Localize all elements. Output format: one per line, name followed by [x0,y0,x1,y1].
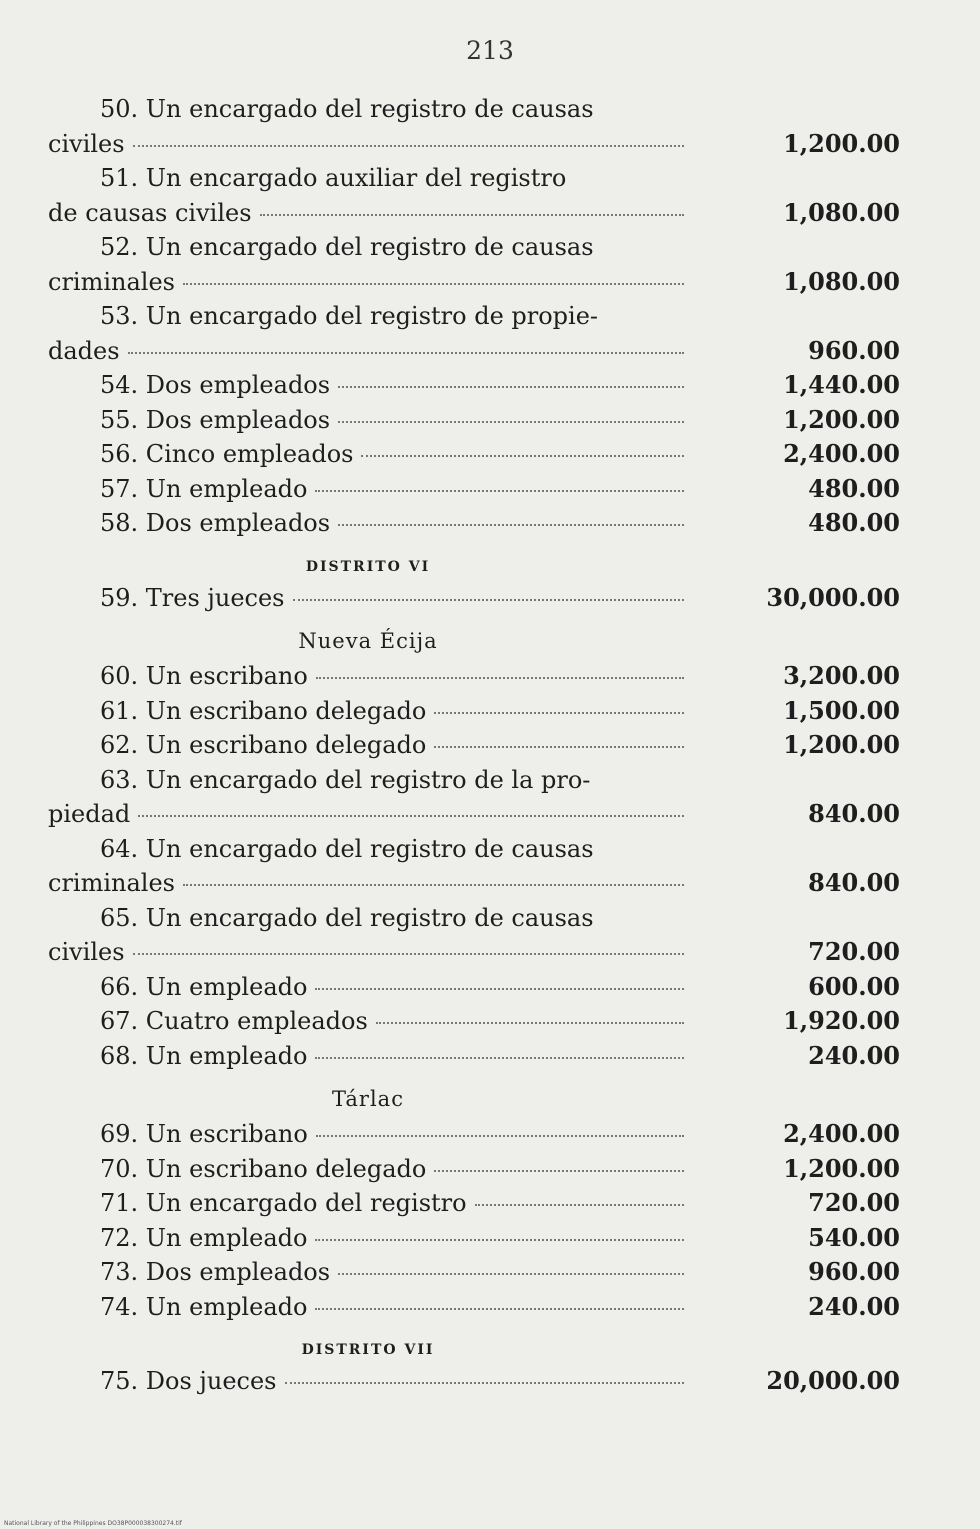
dot-leader [316,677,684,679]
salary-entry [48,472,900,507]
dot-leader [315,988,684,990]
entry-amount-line [48,506,900,541]
entry-amount: 240.00 [808,1291,900,1321]
entry-amount: 2,400.00 [783,1119,900,1148]
dot-leader [133,145,684,147]
dot-leader [338,1273,684,1275]
entry-amount: 240.00 [808,1040,900,1070]
salary-entry [48,581,900,616]
salary-entry [48,1255,900,1290]
salary-entry [48,763,900,832]
entry-amount-line [48,368,900,403]
entry-description: civiles [48,129,125,158]
dot-leader [260,214,684,216]
dot-leader [475,1204,684,1206]
entry-description: 69. Un escribano [100,1120,308,1148]
dot-leader [315,490,684,492]
entry-amount-line [48,866,900,901]
entry-first-line: 64. Un encargado del registro de causas [100,834,594,863]
salary-entry [48,1152,900,1187]
archive-credit: National Library of the Philippines DO38P000038300274.tif [4,1520,182,1527]
salary-entry [48,1039,900,1074]
entry-amount-line [48,437,900,472]
dot-leader [338,421,684,423]
entry-amount: 1,080.00 [783,266,900,296]
entry-amount-line [48,127,900,162]
entry-amount: 480.00 [808,473,900,503]
entry-amount-line [48,1117,900,1152]
entry-description: 75. Dos jueces [100,1367,277,1395]
entry-first-line: 50. Un encargado del registro de causas [100,95,594,123]
entry-amount-line [48,1004,900,1039]
entry-amount-line [48,728,900,763]
entry-amount: 720.00 [808,1188,900,1217]
entry-description: 57. Un empleado [100,474,308,503]
dot-leader [376,1022,684,1024]
entry-description: 54. Dos empleados [100,371,331,399]
entry-amount: 1,200.00 [783,1153,900,1183]
entry-amount-line [48,694,900,729]
entry-amount: 1,200.00 [783,128,900,158]
dot-leader [293,599,685,601]
entry-amount: 1,500.00 [783,695,900,725]
entry-description: 73. Dos empleados [100,1258,331,1286]
entry-description: 70. Un escribano delegado [100,1154,427,1183]
entry-description: 68. Un empleado [100,1041,308,1070]
entry-description: de causas civiles [48,198,252,227]
salary-entry [48,161,900,230]
entry-description: 67. Cuatro empleados [100,1007,368,1035]
province-heading: Tárlac [332,1087,404,1111]
entry-amount-line [48,265,900,300]
entry-first-line: 53. Un encargado del registro de propie- [100,302,599,330]
dot-leader [315,1057,684,1059]
entry-description: piedad [48,800,131,828]
salary-entry [48,901,900,970]
dot-leader [315,1308,684,1310]
entry-description: 56. Cinco empleados [100,440,354,468]
salary-entry [48,230,900,299]
salary-entry [48,970,900,1005]
dot-leader [183,884,684,886]
salary-entry [48,92,900,161]
entry-description: criminales [48,869,175,897]
entry-description: 59. Tres jueces [100,583,285,612]
entry-description: 61. Un escribano delegado [100,696,427,725]
district-heading: DISTRITO VI [305,558,431,575]
entry-amount-line [48,196,900,231]
entry-description: criminales [48,267,175,296]
entry-amount: 1,200.00 [783,730,900,759]
entry-description: 62. Un escribano delegado [100,731,427,759]
entry-amount: 1,440.00 [783,370,900,399]
salary-entry [48,1364,900,1399]
salary-entry [48,659,900,694]
entry-description: 58. Dos empleados [100,509,331,537]
salary-entry [48,694,900,729]
dot-leader [316,1135,684,1137]
dot-leader [133,953,684,955]
entry-amount-line [48,659,900,694]
entry-amount-line [48,1186,900,1221]
entry-description: 72. Un empleado [100,1223,308,1252]
entry-amount-line [48,970,900,1005]
entry-amount-line [48,1221,900,1256]
district-heading: DISTRITO VII [301,1342,435,1358]
dot-leader [361,455,684,457]
entry-amount: 1,200.00 [783,404,900,434]
dot-leader [434,1170,684,1172]
entry-description: 66. Un empleado [100,972,308,1001]
entry-amount-line [48,403,900,438]
entry-amount: 2,400.00 [783,439,900,468]
salary-entry [48,299,900,368]
entry-amount: 960.00 [808,335,900,365]
entry-description: 71. Un encargado del registro [100,1189,467,1217]
entry-amount-line [48,797,900,832]
entry-amount: 1,080.00 [783,197,900,227]
dot-leader [183,283,684,285]
entry-amount: 960.00 [808,1257,900,1286]
dot-leader [434,746,684,748]
salary-entry [48,1221,900,1256]
salary-entry [48,1290,900,1325]
salary-list [48,92,900,1399]
entry-amount: 540.00 [808,1222,900,1252]
dot-leader [338,524,684,526]
salary-entry [48,506,900,541]
entry-amount: 30,000.00 [766,582,900,612]
entry-description: 55. Dos empleados [100,405,331,434]
entry-first-line: 51. Un encargado auxiliar del registro [100,164,567,192]
entry-amount: 720.00 [808,937,900,966]
dot-leader [338,386,684,388]
entry-description: dades [48,336,120,365]
entry-amount-line [48,935,900,970]
salary-entry [48,1117,900,1152]
entry-amount: 480.00 [808,508,900,537]
salary-entry [48,403,900,438]
salary-entry [48,1186,900,1221]
entry-amount: 20,000.00 [766,1366,900,1395]
dot-leader [138,815,684,817]
province-heading: Nueva Écija [298,629,438,653]
dot-leader [128,352,684,354]
entry-first-line: 65. Un encargado del registro de causas [100,903,594,932]
entry-description: 74. Un empleado [100,1292,308,1321]
entry-amount-line [48,1255,900,1290]
entry-first-line: 63. Un encargado del registro de la pro- [100,765,591,794]
entry-amount: 840.00 [808,868,900,897]
salary-entry [48,728,900,763]
entry-first-line: 52. Un encargado del registro de causas [100,233,594,261]
salary-entry [48,437,900,472]
salary-entry [48,832,900,901]
entry-description: civiles [48,938,125,966]
salary-entry [48,368,900,403]
dot-leader [315,1239,684,1241]
entry-amount: 1,920.00 [783,1006,900,1035]
entry-amount: 600.00 [808,971,900,1001]
entry-amount-line [48,1364,900,1399]
entry-amount-line [48,581,900,616]
entry-amount: 3,200.00 [783,661,900,690]
entry-amount: 840.00 [808,799,900,828]
entry-amount-line [48,334,900,369]
entry-amount-line [48,472,900,507]
entry-amount-line [48,1290,900,1325]
salary-entry [48,1004,900,1039]
entry-description: 60. Un escribano [100,662,308,690]
page-number: 213 [466,36,514,65]
entry-amount-line [48,1152,900,1187]
dot-leader [434,712,684,714]
entry-amount-line [48,1039,900,1074]
dot-leader [285,1382,685,1384]
